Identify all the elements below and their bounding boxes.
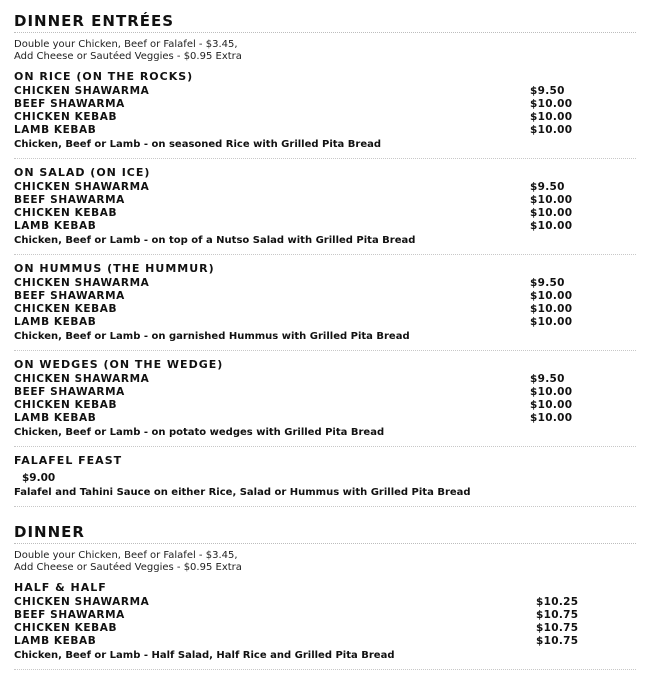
group-description: Chicken, Beef or Lamb - on garnished Hummus with Grilled Pita Bread: [14, 331, 410, 342]
item-name: LAMB KEBAB: [14, 316, 97, 328]
note-line: Double your Chicken, Beef or Falafel - $3.45,: [14, 39, 238, 50]
section-title-dinner: DINNER: [14, 521, 636, 544]
menu-item: [14, 303, 636, 316]
item-price: $10.25: [536, 596, 579, 608]
item-price: $9.50: [530, 277, 565, 289]
item-name: BEEF SHAWARMA: [14, 98, 125, 110]
item-name: CHICKEN KEBAB: [14, 622, 118, 634]
note-line: Add Cheese or Sautéed Veggies - $0.95 Extra: [14, 51, 242, 62]
item-name: CHICKEN SHAWARMA: [14, 373, 150, 385]
note-line: Double your Chicken, Beef or Falafel - $3.45,: [14, 550, 238, 561]
item-price: $10.00: [530, 386, 573, 398]
item-name: LAMB KEBAB: [14, 220, 97, 232]
menu-item: [14, 124, 636, 137]
item-price: $10.00: [530, 124, 573, 136]
menu-item: [14, 373, 636, 386]
menu-item: [14, 622, 636, 635]
note-line: Add Cheese or Sautéed Veggies - $0.95 Extra: [14, 562, 242, 573]
item-name: CHICKEN SHAWARMA: [14, 277, 150, 289]
menu-item: [14, 316, 636, 329]
menu-item: [14, 85, 636, 98]
item-price: $9.50: [530, 181, 565, 193]
item-price: $10.75: [536, 635, 579, 647]
group-title: FALAFEL FEAST: [14, 454, 123, 467]
section-title-dinner-entrees: DINNER ENTRÉES: [14, 10, 636, 33]
item-name: CHICKEN KEBAB: [14, 111, 118, 123]
menu-item: [14, 412, 636, 425]
item-name: CHICKEN KEBAB: [14, 303, 118, 315]
menu-item: [14, 98, 636, 111]
item-price: $10.00: [530, 98, 573, 110]
item-price: $10.75: [536, 609, 579, 621]
menu-item: [14, 609, 636, 622]
item-name: CHICKEN SHAWARMA: [14, 85, 150, 97]
item-price: $9.50: [530, 373, 565, 385]
menu-group-half-and-half: [14, 580, 636, 670]
group-title: HALF & HALF: [14, 581, 107, 594]
item-name: BEEF SHAWARMA: [14, 194, 125, 206]
item-name: LAMB KEBAB: [14, 124, 97, 136]
group-description: Chicken, Beef or Lamb - on seasoned Rice with Grilled Pita Bread: [14, 139, 382, 150]
group-description: Chicken, Beef or Lamb - Half Salad, Half Rice and Grilled Pita Bread: [14, 650, 395, 661]
menu: [14, 10, 636, 670]
menu-group-on-wedges: [14, 357, 636, 447]
group-title: ON SALAD (ON ICE): [14, 166, 151, 179]
item-price: $10.00: [530, 207, 573, 219]
menu-item: [14, 111, 636, 124]
group-title: ON RICE (ON THE ROCKS): [14, 70, 194, 83]
menu-group-falafel-feast: [14, 453, 636, 507]
menu-item: [14, 207, 636, 220]
item-price: $10.00: [530, 111, 573, 123]
group-description: Chicken, Beef or Lamb - on potato wedges with Grilled Pita Bread: [14, 427, 385, 438]
menu-item: [14, 194, 636, 207]
item-name: LAMB KEBAB: [14, 635, 97, 647]
item-name: CHICKEN SHAWARMA: [14, 181, 150, 193]
item-name: BEEF SHAWARMA: [14, 609, 125, 621]
item-name: LAMB KEBAB: [14, 412, 97, 424]
section-note: [14, 550, 636, 574]
menu-item: [14, 399, 636, 412]
item-name: CHICKEN KEBAB: [14, 399, 118, 411]
item-name: BEEF SHAWARMA: [14, 290, 125, 302]
item-price: $10.75: [536, 622, 579, 634]
item-price: $10.00: [530, 290, 573, 302]
menu-item: [14, 290, 636, 303]
section-note: [14, 39, 636, 63]
item-price: $9.00: [22, 472, 56, 484]
item-price: $10.00: [530, 220, 573, 232]
item-price: $10.00: [530, 412, 573, 424]
menu-group-on-hummus: [14, 261, 636, 351]
item-price: $10.00: [530, 194, 573, 206]
item-name: CHICKEN KEBAB: [14, 207, 118, 219]
menu-group-on-rice: [14, 69, 636, 159]
item-price: $10.00: [530, 399, 573, 411]
menu-item: [14, 386, 636, 399]
item-name: CHICKEN SHAWARMA: [14, 596, 150, 608]
group-title: ON WEDGES (ON THE WEDGE): [14, 358, 224, 371]
item-name: BEEF SHAWARMA: [14, 386, 125, 398]
menu-item: [14, 635, 636, 648]
item-price: $10.00: [530, 316, 573, 328]
menu-item: [14, 596, 636, 609]
group-description: Chicken, Beef or Lamb - on top of a Nutso Salad with Grilled Pita Bread: [14, 235, 416, 246]
menu-item: [14, 220, 636, 233]
menu-group-on-salad: [14, 165, 636, 255]
group-description: Falafel and Tahini Sauce on either Rice, Salad or Hummus with Grilled Pita Bread: [14, 487, 471, 498]
menu-item: [14, 277, 636, 290]
item-price: $10.00: [530, 303, 573, 315]
item-price: $9.50: [530, 85, 565, 97]
group-title: ON HUMMUS (THE HUMMUR): [14, 262, 215, 275]
menu-item: [14, 181, 636, 194]
